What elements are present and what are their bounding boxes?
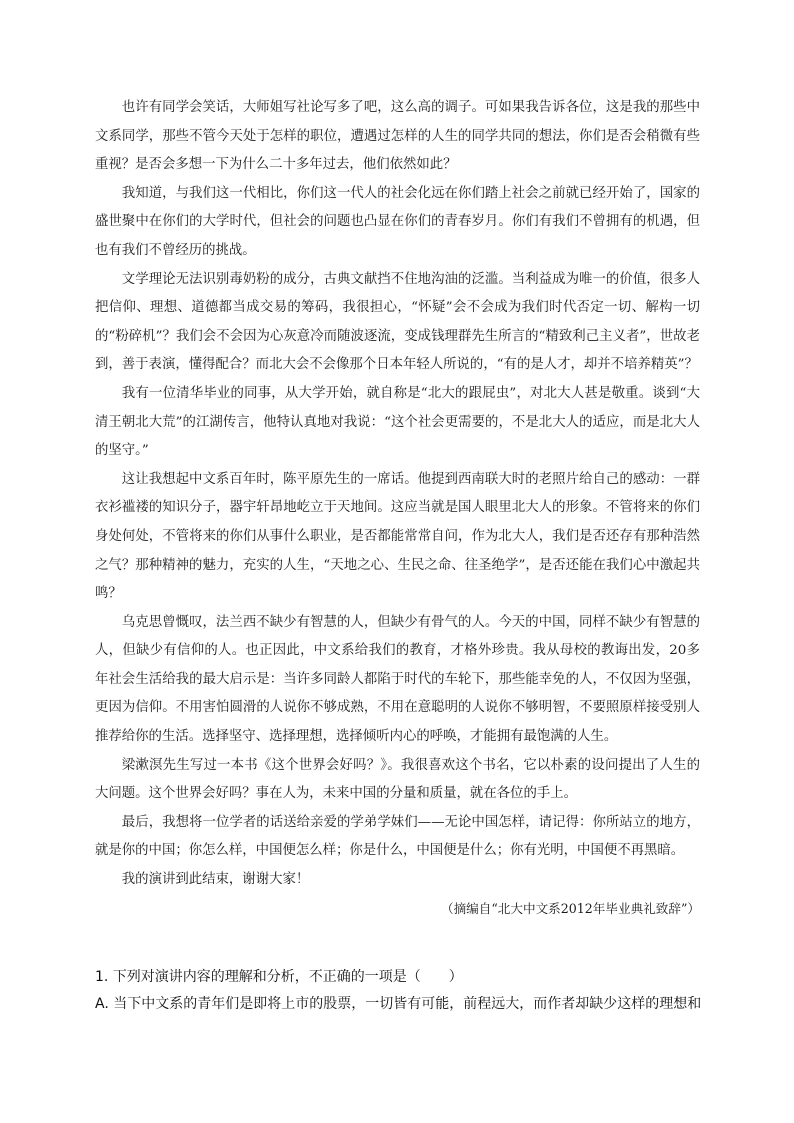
paragraph-3: 文学理论无法识别毒奶粉的成分，古典文献挡不住地沟油的泛滥。当利益成为唯一的价值，很多人把信仰、理想、道德都当成交易的筹码，我很担心，“怀疑”会不会成为我们时代否定一切、解构一切的“粉碎机”？我们会不会因为心灰意冷而随波逐流，变成钱理群先生所言的“精致利己主义者”，世故老到，善于表演，懂得配合？而北大会不会像那个日本年轻人所说的，“有的是人才，却并不培养精英”？ bbox=[95, 271, 700, 373]
option-a: A. 当下中文系的青年们是即将上市的股票，一切皆有可能，前程远大，而作者却缺少这样的理想和 bbox=[95, 996, 702, 1012]
speech-text bbox=[95, 94, 700, 923]
paragraph-5: 这让我想起中文系百年时，陈平原先生的一席话。他提到西南联大时的老照片给自己的感动：一群衣衫褴褛的知识分子，器宇轩昂地屹立于天地间。这应当就是国人眼里北大人的形象。不管将来的你们身处何处，不管将来的你们从事什么职业，是否都能常常自问，作为北大人，我们是否还存有那种浩然之气？那种精神的魅力，充实的人生，“天地之心、生民之命、往圣绝学”，是否还能在我们心中激起共鸣？ bbox=[95, 471, 700, 602]
paragraph-8: 最后，我想将一位学者的话送给亲爱的学弟学妹们——无论中国怎样，请记得：你所站立的地方，就是你的中国；你怎么样，中国便怎么样；你是什么，中国便是什么；你有光明，中国便不再黑暗。 bbox=[95, 814, 700, 859]
paragraph-7: 梁漱溟先生写过一本书《这个世界会好吗？》。我很喜欢这个书名，它以朴素的设问提出了人生的大问题。这个世界会好吗？事在人为，未来中国的分量和质量，就在各位的手上。 bbox=[95, 757, 700, 802]
paragraph-1: 也许有同学会笑话，大师姐写社论写多了吧，这么高的调子。可如果我告诉各位，这是我的那些中文系同学，那些不管今天处于怎样的职位，遭遇过怎样的人生的同学共同的想法，你们是否会稍微有些重视？是否会多想一下为什么二十多年过去，他们依然如此？ bbox=[95, 100, 700, 173]
paragraph-6: 乌克思曾慨叹，法兰西不缺少有智慧的人，但缺少有骨气的人。今天的中国，同样不缺少有智慧的人，但缺少有信仰的人。也正因此，中文系给我们的教育，才格外珍贵。我从母校的教诲出发，20多年社会生活给我的最大启示是：当许多同龄人都陷于时代的车轮下，那些能幸免的人，不仅因为坚强，更因为信仰。不用害怕圆滑的人说你不够成熟，不用在意聪明的人说你不够明智，不要照原样接受别人推荐给你的生活。选择坚守、选择理想，选择倾听内心的呼唤，才能拥有最饱满的人生。 bbox=[95, 614, 700, 745]
source-citation: （摘编自“北大中文系2012年毕业典礼致辞”） bbox=[440, 900, 700, 916]
paragraph-9: 我的演讲到此结束，谢谢大家！ bbox=[121, 872, 310, 888]
question-stem: 1. 下列对演讲内容的理解和分析，不正确的一项是（ ） bbox=[95, 969, 463, 985]
paragraph-4: 我有一位清华毕业的同事，从大学开始，就自称是“北大的跟屁虫”，对北大人甚是敬重。谈到“大清王朝北大荒”的江湖传言，他特认真地对我说：“这个社会更需要的，不是北大人的适应，而是北大人的坚守。” bbox=[95, 385, 700, 459]
question-section bbox=[95, 964, 705, 1018]
paragraph-2: 我知道，与我们这一代相比，你们这一代人的社会化远在你们踏上社会之前就已经开始了，国家的盛世聚中在你们的大学时代，但社会的问题也凸显在你们的青春岁月。你们有我们不曾拥有的机遇，但也有我们不曾经历的挑战。 bbox=[95, 185, 700, 258]
